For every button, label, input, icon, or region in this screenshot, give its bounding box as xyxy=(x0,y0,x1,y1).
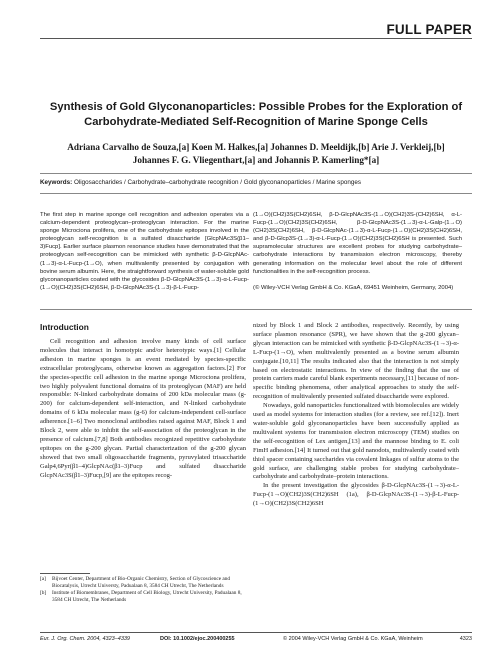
keywords-top-rule xyxy=(40,173,472,174)
affiliation-footnotes xyxy=(40,576,246,604)
authors-line-2: Johannes F. G. Vliegenthart,[a] and Johannis P. Kamerling*[a] xyxy=(132,155,380,165)
footnote-text: Institute of Biomembranes, Department of Cell Biology, Utrecht University, Padualaan 8, 3584 CH Utrecht, The Netherlands xyxy=(52,590,242,603)
body-column-right xyxy=(253,322,459,509)
article-title xyxy=(40,100,472,130)
keywords-label: Keywords: xyxy=(40,179,73,186)
keywords-bottom-rule xyxy=(40,193,472,194)
page-number: 4323 xyxy=(459,636,472,642)
journal-citation: Eur. J. Org. Chem. 2004, 4323–4339 xyxy=(40,636,130,642)
intro-paragraph-1: Cell recognition and adhesion involve many kinds of cell surface molecules that interact in homotypic and/or heterotypic ways.[1] Cellular adhesion in marine sponges is an event mediated by species-specific extracellular proteoglycans, otherwise known as aggregation factors.[2] For the species-specific cell adhesion in the marine sponge Microciona prolifera, two highly polyvalent functional domains of its proteoglycan (MAF) are held responsible: N-linked carbohydrate domains of 200 kDa molecular mass (g-200) for calcium-dependent self-interaction, and N-linked carbohydrate domains of 6 kDa molecular mass (g-6) for calcium-independent cell-surface adherence.[1–6] Two monoclonal antibodies raised against MAF, Block 1 and Block 2, were able to inhibit the self-association of the proteoglycan in the presence of calcium.[7,8] Both antibodies recognized repetitive carbohydrate epitopes on the g-200 glycan. Partial characterization of the g-200 glycan showed that two small oligosaccharide fragments, pyruvylated trisaccharide Galp4,6Pyr(β1–4)GlcpNAc(β1–3)Fucp and sulfated disaccharide GlcpNAc3S(β1–3)Fucp,[9] are the epitopes recog- xyxy=(40,338,246,479)
section-label: FULL PAPER xyxy=(386,22,472,37)
intro-paragraph-1-continued: nized by Block 1 and Block 2 antibodies, respectively. Recently, by using surface plasmon resonance (SPR), we have shown that the g-200 glycan–glycan interaction can be mimicked with synthetic β-D-GlcpNAc3S-(1→3)-α-L-Fucp-(1→O), when multivalently presented as a bovine serum albumin conjugate.[10,11] The results indicated also that the interaction is not simply based on electrostatic interactions. In view of the finding that the use of protein carriers made careful blank experiments necessary,[11] because of non-specific binding phenomena, other analytical approaches to study the self-recognition of multivalently presented sulfated disaccharide were explored. xyxy=(253,322,459,401)
abstract-text-right: (1→O)(CH2)3S(CH2)6SH, β-D-GlcpNAc3S-(1→O)(CH2)3S-(CH2)6SH, α-L-Fucp-(1→O)(CH2)3S(CH2)6SH, β-D-GlcpNAc3S-(1→3)-α-L-Galp-(1→O)(CH2)3S(CH2)6SH, β-D-GlcpNAc-(1→3)-α-L-Fucp-(1→O)(CH2)3S(CH2)6SH, and β-D-Glcp3S-(1→3)-α-L-Fucp-(1→O)(CH2)3S(CH2)6SH is presented. Such supramolecular structures are excellent probes for studying carbohydrate–carbohydrate interactions by transmission electron microscopy, thereby generating information on the molecular level about the role of different functionalities in the self-recognition process. xyxy=(253,212,462,275)
keywords xyxy=(40,178,472,187)
abstract-text-left: The first step in marine sponge cell recognition and adhesion operates via a calcium-dependent proteoglycan–proteoglycan interaction. For the marine sponge Microciona prolifera, one of the carbohydrate epitopes involved in the proteoglycan self-recognition is a sulfated disaccharide [GlcpNAc3S(β1–3)Fucp]. Earlier surface plasmon resonance studies have demonstrated that the proteoglycan self-recognition can be mimicked with synthetic β-D-GlcpNAc-(1→3)-α-L-Fucp-(1→O), when multivalently presented by conjugation with bovine serum albumin. Here, the straightforward synthesis of water-soluble gold glyconanoparticles coated with the glycosides β-D-GlcpNAc3S-(1→3)-α-L-Fucp-(1→O)(CH2)3S(CH2)6SH, β-D-GlcpNAc3S-(1→3)-β-L-Fucp- xyxy=(40,212,249,291)
footnote-text: Bijvoet Center, Department of Bio-Organic Chemistry, Section of Glycoscience and Biocatalysis, Utrecht Universty, Padualaan 8, 3584 CH Utrecht, The Netherlands xyxy=(52,576,231,589)
author-list xyxy=(40,141,472,167)
abstract-bottom-rule xyxy=(40,309,472,310)
footnote-rule xyxy=(40,573,90,574)
footer-copyright: © 2004 Wiley-VCH Verlag GmbH & Co. KGaA, Weinheim xyxy=(283,636,423,642)
doi-link[interactable]: DOI: 10.1002/ejoc.200400255 xyxy=(160,636,235,642)
footnote-b xyxy=(40,590,246,603)
abstract-left xyxy=(40,211,249,300)
footer-rule xyxy=(40,632,472,633)
keywords-text: Oligosaccharides / Carbohydrate–carbohydrate recognition / Gold glyconanoparticles / Marine sponges xyxy=(72,179,361,186)
authors-line-1: Adriana Carvalho de Souza,[a] Koen M. Halkes,[a] Johannes D. Meeldijk,[b] Arie J. Verkleij,[b] xyxy=(67,142,445,152)
abstract-copyright: (© Wiley-VCH Verlag GmbH & Co. KGaA, 69451 Weinheim, Germany, 2004) xyxy=(253,284,454,291)
section-heading-introduction: Introduction xyxy=(40,322,89,332)
footnote-mark: [a] xyxy=(40,576,46,582)
title-line-2: Carbohydrate-Mediated Self-Recognition of Marine Sponge Cells xyxy=(84,116,428,128)
header-rule xyxy=(40,38,472,39)
abstract-right xyxy=(253,211,462,300)
footnote-mark: [b] xyxy=(40,590,47,597)
body-column-left xyxy=(40,338,246,481)
intro-paragraph-2: Nowadays, gold nanoparticles functionalized with biomolecules are widely used as model systems for interaction studies (for a review, see ref.[12]). Inert water-soluble gold glyconanoparticles have been successfully applied as multivalent systems for transmission electron microscopy (TEM) studies on the self-recognition of Lex antigen,[13] and the mannose binding to E. coli FimH adhesion.[14] It turned out that gold nanodots, multivalently coated with thiol spacer containing saccharides via covalent linkages of sulfur atoms to the gold surface, are challenging stable probes for studying carbohydrate–carbohydrate and carbohydrate–protein interactions. xyxy=(253,402,459,481)
footnote-a xyxy=(40,576,246,589)
intro-paragraph-3: In the present investigation the glycosides β-D-GlcpNAc3S-(1→3)-α-L-Fucp-(1→O)(CH2)3S(CH2)6SH (1a), β-D-GlcpNAc3S-(1→3)-β-L-Fucp-(1→O)(CH2)3S(CH2)6SH xyxy=(253,482,459,508)
title-line-1: Synthesis of Gold Glyconanoparticles: Possible Probes for the Exploration of xyxy=(49,101,463,113)
page-footer xyxy=(40,636,472,646)
